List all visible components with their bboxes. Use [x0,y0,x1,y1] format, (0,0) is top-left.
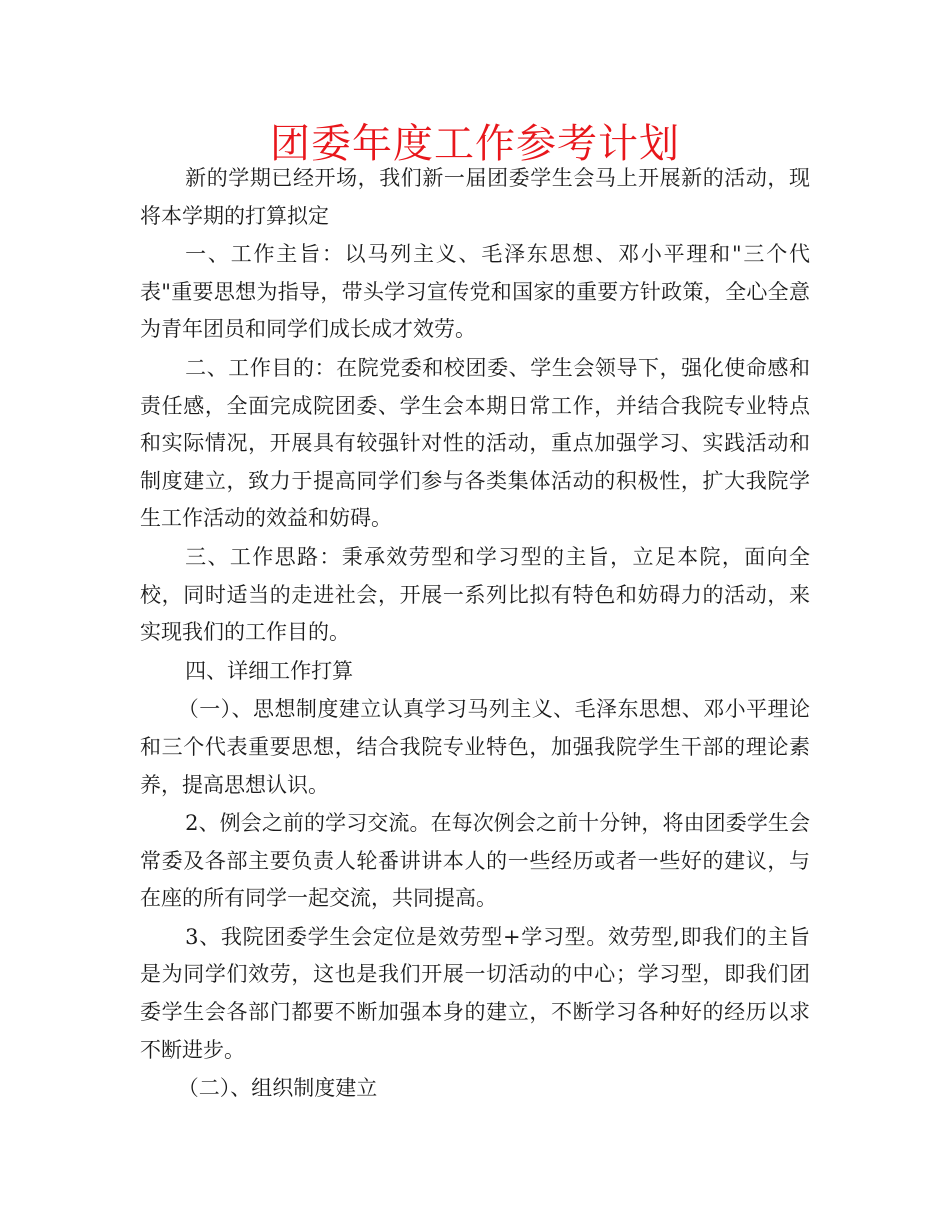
paragraph-positioning: 3、我院团委学生会定位是效劳型+学习型。效劳型,即我们的主旨是为同学们效劳，这也是我们开展一切活动的中心；学习型，即我们团委学生会各部门都要不断加强本身的建立，不断学习各种好的经历以求不断进步。 [140,924,810,1062]
document-title: 团委年度工作参考计划 [270,121,680,167]
paragraph-intro: 新的学期已经开场，我们新一届团委学生会马上开展新的活动，现将本学期的打算拟定 [140,166,810,228]
paragraph-work-approach: 三、工作思路：秉承效劳型和学习型的主旨，立足本院，面向全校，同时适当的走进社会，开展一系列比拟有特色和妨碍力的活动，来实现我们的工作目的。 [140,544,810,645]
paragraph-organization-system: （二）、组织制度建立 [177,1076,378,1101]
paragraph-ideology-system: （一）、思想制度建立认真学习马列主义、毛泽东思想、邓小平理论和三个代表重要思想，结合我院专业特色，加强我院学生干部的理论素养，提高思想认识。 [140,697,810,797]
paragraph-work-goal: 二、工作目的：在院党委和校团委、学生会领导下，强化使命感和责任感，全面完成院团委、学生会本期日常工作，并结合我院专业特点和实际情况，开展具有较强针对性的活动，重点加强学习、实践活动和制度建立，致力于提高同学们参与各类集体活动的积极性，扩大我院学生工作活动的效益和妨碍。 [140,355,810,531]
paragraph-meeting-exchange: 2、例会之前的学习交流。在每次例会之前十分钟，将由团委学生会常委及各部主要负责人轮番讲讲本人的一些经历或者一些好的建议，与在座的所有同学一起交流，共同提高。 [140,811,810,911]
document-body [140,160,810,1109]
paragraph-work-purpose: 一、工作主旨：以马列主义、毛泽东思想、邓小平理和"三个代表"重要思想为指导，带头学习宣传党和国家的重要方针政策，全心全意为青年团员和同学们成长成才效劳。 [140,242,810,342]
paragraph-detailed-plan-heading: 四、详细工作打算 [185,658,354,683]
